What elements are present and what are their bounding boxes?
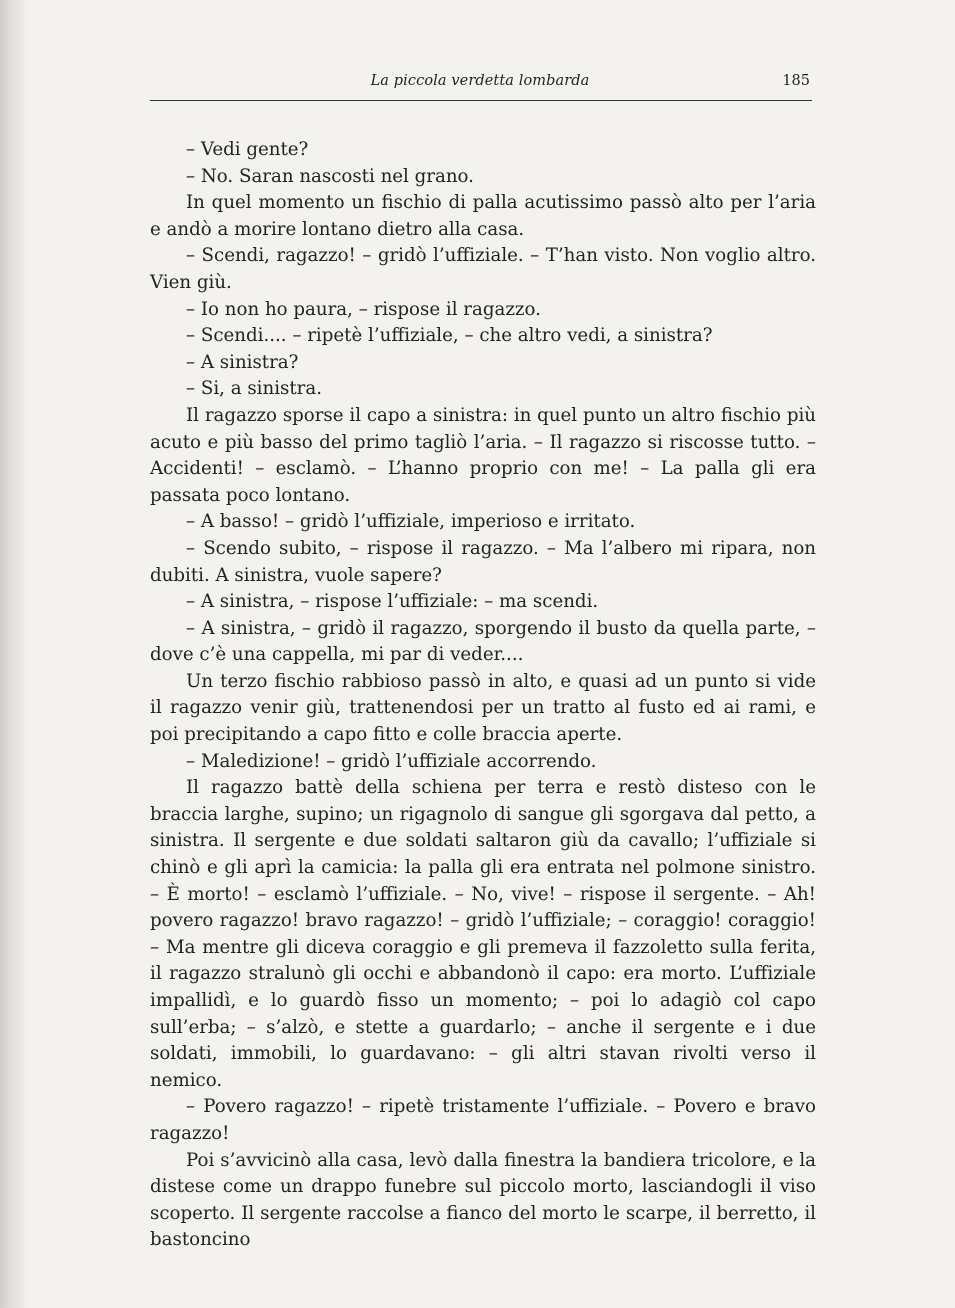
paragraph: – Maledizione! – gridò l’uffiziale accorrendo. — [186, 750, 597, 772]
running-title: La piccola verdetta lombarda — [370, 73, 590, 89]
paragraph: Poi s’avvicinò alla casa, levò dalla finestra la bandiera tricolore, e la distese come un drappo funebre sul piccolo morto, lasciandogli il viso scoperto. Il sergente raccolse a fianco del morto le scarpe, il berretto, il bastoncino — [150, 1149, 816, 1251]
paragraph: – Povero ragazzo! – ripetè tristamente l’uffiziale. – Povero e bravo ragazzo! — [150, 1096, 816, 1144]
paragraph: In quel momento un fischio di palla acutissimo passò alto per l’aria e andò a morire lontano dietro alla casa. — [150, 192, 816, 240]
paragraph: Il ragazzo battè della schiena per terra e restò disteso con le braccia larghe, supino; un rigagnolo di sangue gli sgorgava dal petto, a sinistra. Il sergente e due soldati saltaron giù da cavallo; l’uffiziale si chinò e gli aprì la camicia: la palla gli era entrata nel polmone sinistro. – È morto! – esclamò l’uffiziale. – No, vive! – rispose il sergente. – Ah! povero ragazzo! bravo ragazzo! – gridò l’uffiziale; – coraggio! coraggio! – Ma mentre gli diceva coraggio e gli premeva il fazzoletto sulla ferita, il ragazzo stralunò gli occhi e abbandonò il capo: era morto. L’uffiziale impallidì, e lo guardò fisso un momento; – poi lo adagiò col capo sull’erba; – s’alzò, e stette a guardarlo; – anche il sergente e i due soldati, immobili, lo guardavano: – gli altri stavan rivolti verso il nemico. — [150, 777, 816, 1091]
running-header — [150, 73, 810, 95]
paragraph: – Scendi, ragazzo! – gridò l’uffiziale. – T’han visto. Non voglio altro. Vien giù. — [150, 245, 816, 293]
paragraph: – No. Saran nascosti nel grano. — [186, 165, 474, 187]
paragraph: – Scendi.... – ripetè l’uffiziale, – che altro vedi, a sinistra? — [186, 325, 713, 347]
paragraph: – Io non ho paura, – rispose il ragazzo. — [186, 298, 541, 320]
paragraph: – A sinistra, – rispose l’uffiziale: – ma scendi. — [186, 591, 599, 613]
paragraph: – Vedi gente? — [186, 139, 309, 160]
paragraph: Un terzo fischio rabbioso passò in alto, e quasi ad un punto si vide il ragazzo venir giù, trattenendosi per un tratto al fusto ed ai rami, e poi precipitando a capo fitto e colle braccia aperte. — [150, 670, 816, 746]
page-gutter-shadow — [0, 0, 30, 1308]
page-number: 185 — [782, 73, 810, 89]
paragraph: Il ragazzo sporse il capo a sinistra: in quel punto un altro fischio più acuto e più basso del primo tagliò l’aria. – Il ragazzo si riscosse tutto. – Accidenti! – esclamò. – L’hanno proprio con me! – La palla gli era passata poco lontano. — [150, 404, 816, 506]
header-rule — [150, 100, 812, 101]
body-text — [150, 137, 816, 1254]
paragraph: – A sinistra? — [186, 351, 299, 373]
paragraph: – A sinistra, – gridò il ragazzo, sporgendo il busto da quella parte, – dove c’è una cappella, mi par di veder.... — [150, 617, 816, 666]
paragraph: – Si, a sinistra. — [186, 378, 322, 400]
paragraph: – A basso! – gridò l’uffiziale, imperioso e irritato. — [186, 511, 636, 533]
paragraph: – Scendo subito, – rispose il ragazzo. – Ma l’albero mi ripara, non dubiti. A sinistra, vuole sapere? — [150, 537, 816, 586]
